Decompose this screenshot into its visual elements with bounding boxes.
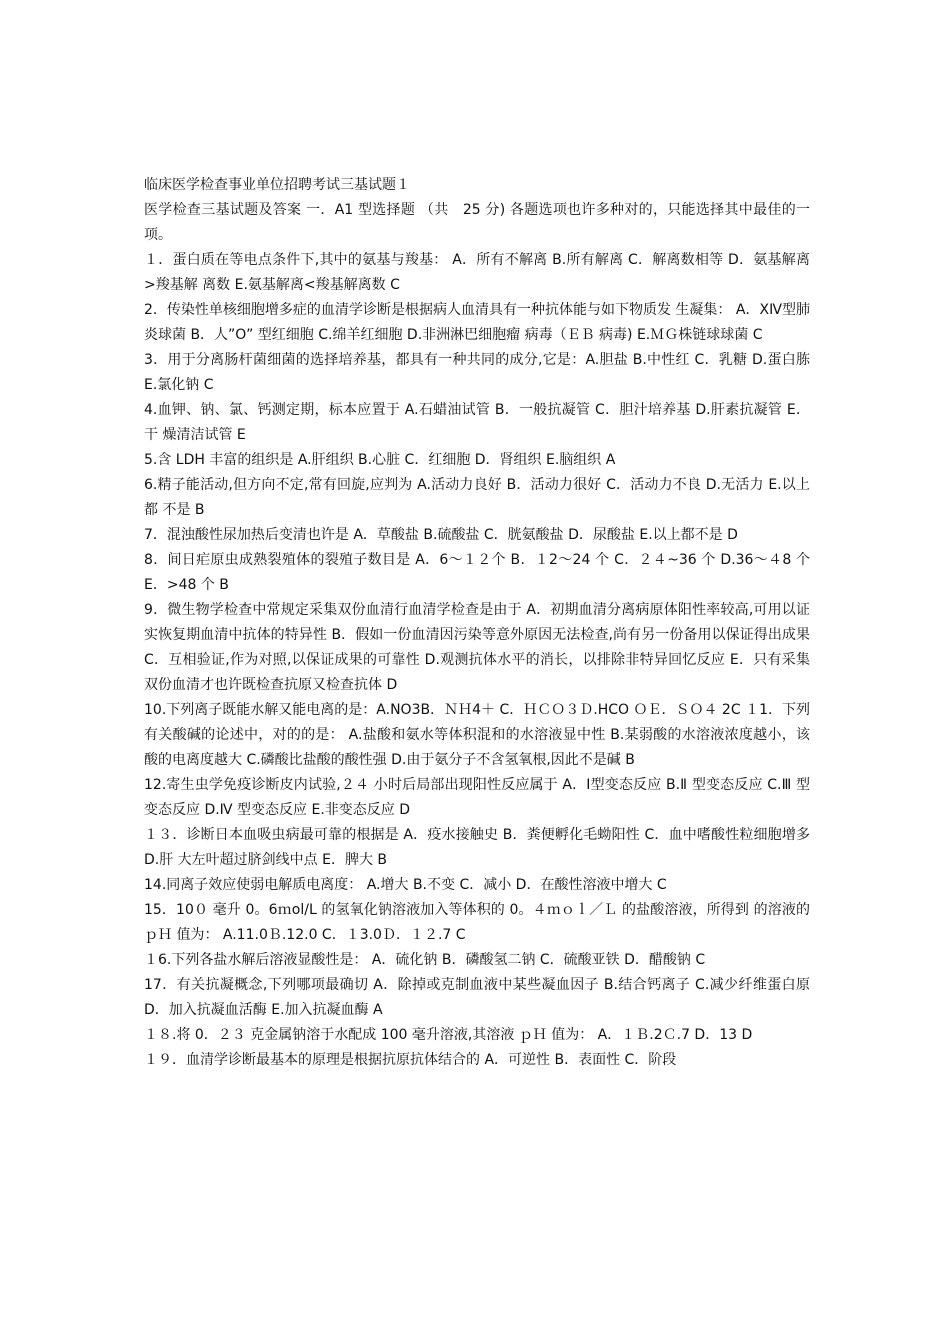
question-13: １３．诊断日本血吸虫病最可靠的根据是 A．疫水接触史 B．粪便孵化毛蚴阳性 C．血中嗜酸性粒细胞增多 D.肝 大左叶超过脐剑线中点 E．脾大 B (144, 827, 810, 868)
document-page (144, 173, 810, 1073)
document-intro: 医学检查三基试题及答案 一．A1 型选择题 （共 25 分) 各题选项也许多种对的，只能选择其中最佳的一项。 (144, 202, 810, 243)
question-7: 7．混浊酸性尿加热后变清也许是 A．草酸盐 B.硫酸盐 C．胱氨酸盐 D．尿酸盐 E.以上都不是 D (144, 527, 738, 543)
question-14: 14.同离子效应使弱电解质电离度： A.增大 B.不变 C．减小 D．在酸性溶液中增大 C (144, 877, 667, 893)
question-9: 9．微生物学检查中常规定采集双份血清行血清学检查是由于 A．初期血清分离病原体阳性率较高,可用以证实恢复期血清中抗体的特异性 B．假如一份血清因污染等意外原因无法检查,尚有另一份备用以保证得出成果 C．互相验证,作为对照,以保证成果的可靠性 D.观测抗体水平的消长，以排除非特异回忆反应 E．只有采集双份血清才也许既检查抗原又检查抗体 D (144, 602, 810, 693)
question-1: １．蛋白质在等电点条件下,其中的氨基与羧基： A．所有不解离 B.所有解离 C．解离数相等 D．氨基解离>羧基解 离数 E.氨基解离<羧基解离数 C (144, 252, 810, 293)
question-16: １6.下列各盐水解后溶液显酸性是： A．硫化钠 B．磷酸氢二钠 C．硫酸亚铁 D．醋酸钠 C (144, 952, 706, 968)
question-4: 4.血钾、钠、氯、钙测定期，标本应置于 A.石蜡油试管 B．一般抗凝管 C．胆汁培养基 D.肝素抗凝管 E．干 燥清洁试管 E (144, 402, 810, 443)
question-18: １８.将 0．２３ 克金属钠溶于水配成 100 毫升溶液,其溶液 ｐＨ 值为： A．１Ｂ.2Ｃ.7 D．13 D (144, 1027, 753, 1043)
question-5: 5.含 LDH 丰富的组织是 A.肝组织 B.心脏 C．红细胞 D．肾组织 E.脑组织 A (144, 452, 616, 468)
question-3: 3．用于分离肠杆菌细菌的选择培养基，都具有一种共同的成分,它是：A.胆盐 B.中性红 C．乳糖 D.蛋白胨 E.氯化钠 C (144, 352, 810, 393)
question-17: 17．有关抗凝概念,下列哪项最确切 A．除掉或克制血液中某些凝血因子 B.结合钙离子 C.减少纤维蛋白原 D．加入抗凝血活酶 E.加入抗凝血酶 A (144, 977, 810, 1018)
question-15: 15．10０ 毫升 0。6ｍol/L 的氢氧化钠溶液加入等体积的 0。４ｍｏｌ／Ｌ 的盐酸溶液，所得到 的溶液的 ｐＨ 值为： A.11.0Ｂ.12.0 C．１3.0Ｄ．１２.7 C (144, 902, 810, 943)
question-19: １９．血清学诊断最基本的原理是根据抗原抗体结合的 A．可逆性 B．表面性 C．阶段 (144, 1052, 677, 1068)
question-2: 2．传染性单核细胞增多症的血清学诊断是根据病人血清具有一种抗体能与如下物质发 生凝集： A．XⅣ型肺炎球菌 B．人”O” 型红细胞 C.绵羊红细胞 D.非洲淋巴细胞瘤 病毒（ＥＢ 病毒) E.ＭＧ株链球球菌 C (144, 302, 810, 343)
document-title: 临床医学检查事业单位招聘考试三基试题１ (144, 177, 410, 193)
question-6: 6.精子能活动,但方向不定,常有回旋,应判为 A.活动力良好 B．活动力很好 C．活动力不良 D.无活力 E.以上都 不是 B (144, 477, 810, 518)
question-12: 12.寄生虫学免疫诊断皮内试验,２４ 小时后局部出现阳性反应属于 A．Ⅰ型变态反应 B.Ⅱ 型变态反应 C.Ⅲ 型变态反应 D.Ⅳ 型变态反应 E.非变态反应 D (144, 777, 810, 818)
question-8: 8．间日疟原虫成熟裂殖体的裂殖子数目是 A．6～１２个 B．１2～24 个 C．２４~36 个 D.36～４8 个 E．>48 个 B (144, 552, 810, 593)
question-10-11: 10.下列离子既能水解又能电离的是：A.NO3B．ＮＨ4＋ C．ＨＣＯ３Ｄ.HCO ＯＥ．ＳＯ４ 2C １1．下列有关酸碱的论述中，对的的是： A.盐酸和氨水等体积混和的水溶液显中性 B.某弱酸的水溶液浓度越小，该酸的电离度越大 C.磷酸比盐酸的酸性强 D.由于氨分子不含氢氧根,因此不是碱 B (144, 702, 810, 768)
